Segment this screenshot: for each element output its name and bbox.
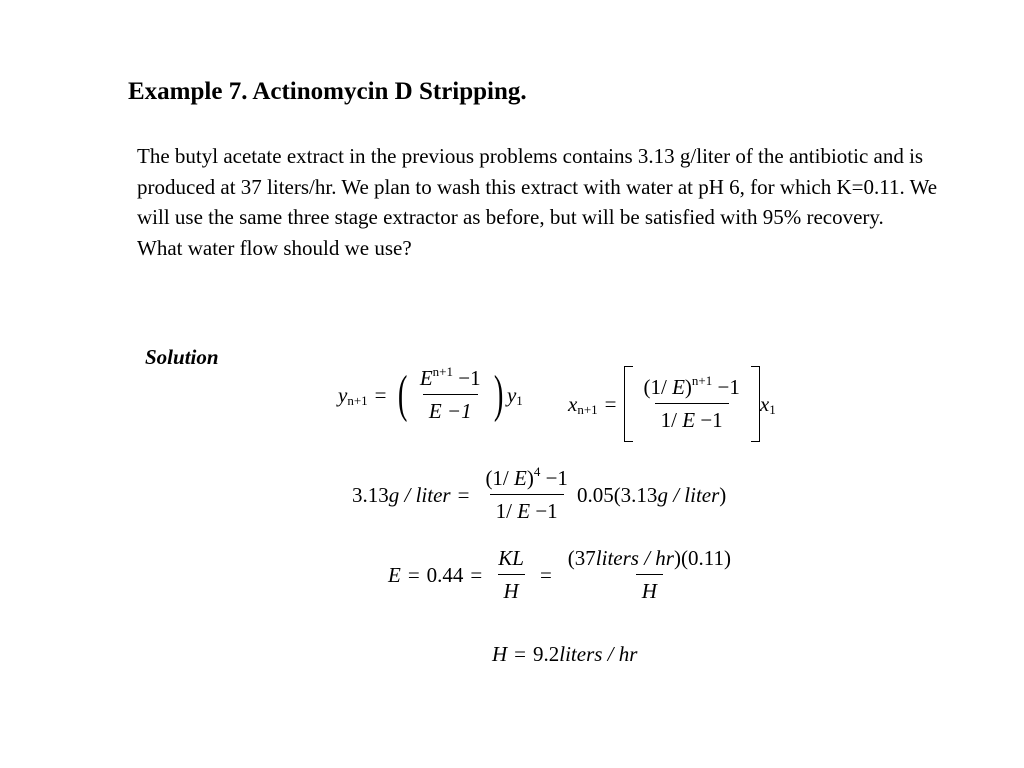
eq3-rhs-post: ) (719, 482, 727, 507)
eq3-den-var: E (517, 499, 531, 523)
eq4-fraction-2 (562, 546, 737, 604)
eq2-lhs-var: x (568, 391, 578, 416)
eq4-frac2-num-b: )(0.11) (673, 546, 731, 570)
eq1-lhs-var: y (338, 382, 348, 407)
eq3-lhs-num: 3.13 (352, 482, 389, 507)
eq5-value: 9.2 (533, 642, 560, 666)
eq4-fraction-1 (492, 546, 530, 604)
eq1-rhs-var: y (506, 382, 517, 407)
eq4-frac1-num: KL (498, 546, 524, 570)
eq2-den-var: E (682, 408, 696, 432)
eq1-num-sup: n+1 (432, 364, 454, 379)
eq4-frac2-num-a: (37 (567, 546, 596, 570)
problem-paragraph: The butyl acetate extract in the previous problems contains 3.13 g/liter of the antibiotic and is produced at 37 liters/hr. We plan to wash this extract with water at pH 6, for which K=0.11. We will use the same three stage extractor as before, but will be satisfied with 95% recovery. (137, 144, 938, 229)
eq1-lhs-sub: n+1 (347, 393, 368, 408)
eq1-num-base: E (419, 366, 433, 390)
eq3-fraction (479, 466, 574, 524)
eq2-rhs-var: x (759, 391, 770, 416)
eq1-left-paren: ( (397, 366, 407, 423)
eq2-num-close: ) (684, 375, 692, 399)
eq2-equals: = (604, 391, 617, 416)
eq2-num-sup: n+1 (691, 373, 713, 388)
problem-question: What water flow should we use? (137, 235, 412, 260)
eq2-den-rest: −1 (700, 408, 723, 432)
eq4-value: 0.44 (426, 562, 464, 587)
eq5-equals: = (514, 642, 527, 666)
eq2-right-bracket (751, 366, 760, 442)
eq1-right-paren: ) (493, 366, 504, 423)
eq1-rhs-sub: 1 (516, 393, 523, 408)
eq3-equals: = (457, 482, 470, 507)
equation-x-recursion (568, 366, 776, 442)
eq4-frac1-den: H (498, 574, 525, 604)
solution-label: Solution (145, 345, 219, 369)
eq5-lhs: H (492, 642, 508, 666)
eq2-fraction (638, 375, 746, 433)
eq4-equals-1: = (407, 562, 420, 587)
eq2-rhs-sub: 1 (769, 402, 776, 417)
equation-result (492, 642, 637, 667)
slide-title: Example 7. Actinomycin D Stripping. (128, 78, 527, 105)
equation-extraction-factor (388, 546, 740, 604)
eq2-left-bracket (624, 366, 633, 442)
eq2-lhs-sub: n+1 (577, 402, 598, 417)
eq3-rhs-unit: g / liter (657, 482, 720, 507)
eq3-lhs-unit: g / liter (388, 482, 451, 507)
eq1-num-rest: −1 (458, 366, 481, 390)
eq3-num-rest: −1 (545, 466, 568, 490)
eq1-fraction (414, 366, 487, 424)
eq1-den: E −1 (423, 394, 478, 424)
eq4-equals-2: = (470, 562, 483, 587)
eq5-unit: liters / hr (559, 642, 638, 666)
eq4-frac2-den: H (636, 574, 663, 604)
equation-y-recursion (338, 366, 523, 424)
eq2-num-var: E (672, 375, 685, 399)
eq4-equals-3: = (539, 562, 552, 587)
problem-statement (137, 141, 967, 263)
eq4-lhs: E (388, 562, 401, 587)
eq3-den-pre: 1/ (495, 499, 513, 523)
eq3-num-sup: 4 (533, 464, 541, 479)
eq3-num-var: E (514, 466, 527, 490)
equation-recovery (352, 466, 726, 524)
eq1-equals: = (374, 382, 387, 407)
eq2-num-rest: −1 (717, 375, 740, 399)
eq3-num-close: ) (526, 466, 534, 490)
eq3-rhs-pre: 0.05(3.13 (576, 482, 658, 507)
eq2-num-open: (1/ (643, 375, 667, 399)
eq4-frac2-num-unit: liters / hr (595, 546, 674, 570)
eq3-den-rest: −1 (535, 499, 558, 523)
eq3-num-open: (1/ (485, 466, 509, 490)
eq2-den-pre: 1/ (660, 408, 678, 432)
